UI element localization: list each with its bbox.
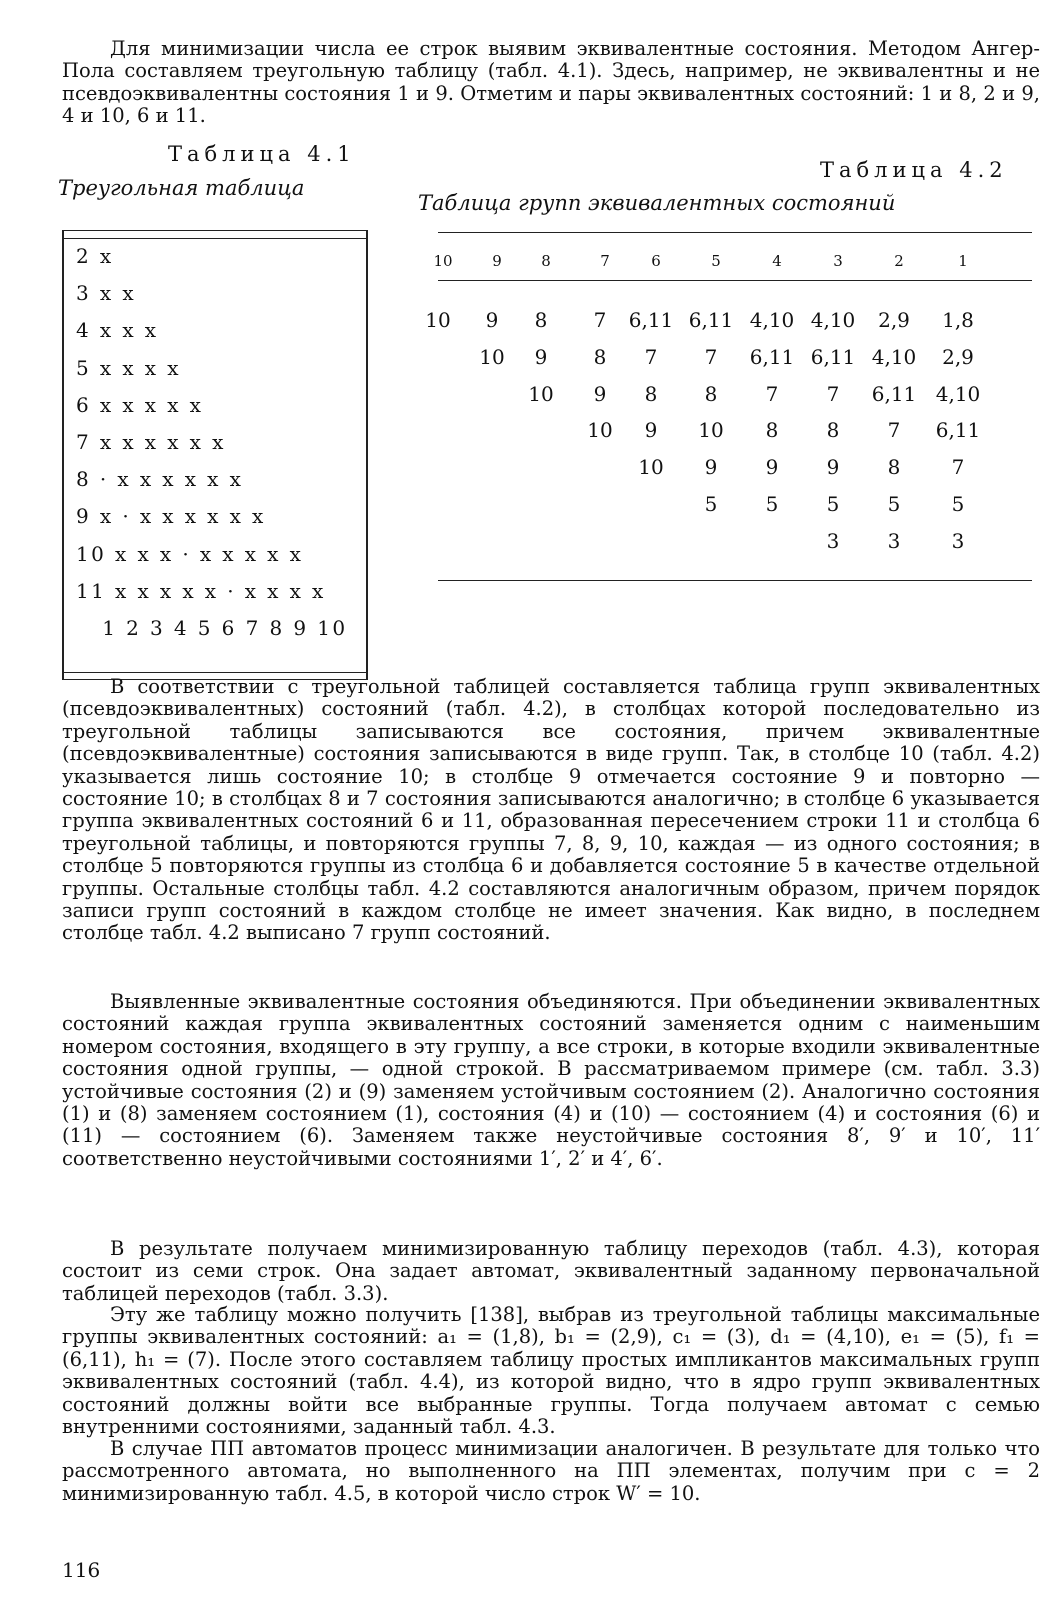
table42-cell: 3 <box>951 528 965 553</box>
table42-cell: 6,11 <box>935 418 981 443</box>
table41-title: Треугольная таблица <box>58 176 305 200</box>
table42-cell: 10 <box>425 308 451 332</box>
table42-header-cell: 8 <box>541 252 551 270</box>
table42-cell: 7 <box>951 455 965 480</box>
table42-cell: 3 <box>826 528 840 553</box>
table42-cell: 5 <box>951 492 965 516</box>
triangular-table-row: 9 x · x x x x x x <box>76 504 266 529</box>
table42-header-cell: 1 <box>958 252 968 270</box>
triangular-table-row: 8 · x x x x x x <box>76 467 244 492</box>
table42-header-cell: 9 <box>492 252 502 270</box>
paragraph-intro: Для минимизации числа ее строк выявим эквивалентные состояния. Методом Ангер-Пола составляем треугольную таблицу (табл. 4.1). Здесь, например, не эквивалентны и не псевдоэквивалентны состояния 1 и 9. Отметим и пары эквивалентных состояний: 1 и 8, 2 и 9, 4 и 10, 6 и 11. <box>62 37 1040 128</box>
table42-cell: 5 <box>887 492 901 516</box>
triangular-table-row: 2 x <box>76 244 114 268</box>
table42-header-cell: 6 <box>651 252 661 270</box>
table42-header-cell: 5 <box>711 252 721 270</box>
table42-header-cell: 2 <box>894 252 904 270</box>
page-number: 116 <box>62 1558 101 1582</box>
table42-cell: 7 <box>765 381 779 406</box>
triangular-table-row: 6 x x x x x <box>76 392 204 417</box>
table42-cell: 1,8 <box>942 308 974 332</box>
table42-cell: 7 <box>826 381 840 406</box>
table42-cell: 9 <box>485 308 499 332</box>
table42-header-cell: 3 <box>833 252 843 270</box>
paragraph-max-groups: Эту же таблицу можно получить [138], выбрав из треугольной таблицы максимальные группы эквивалентных состояний: a₁ = (1,8), b₁ = (2,9), c₁ = (3), d₁ = (4,10), e₁ = (5), f₁ = (6,11), h₁ = (7). После этого составляем таблицу простых импликантов максимальных групп эквивалентных состояний (табл. 4.4), из которой видно, что в ядро групп эквивалентных состояний должны войти все выбранные группы. Тогда получаем автомат с семью внутренними состояниями, заданный табл. 4.3. <box>62 1303 1040 1439</box>
table42-cell: 8 <box>704 381 718 406</box>
table42-cell: 5 <box>704 492 718 516</box>
table42-header-cell: 4 <box>772 252 782 270</box>
table41-caption: Таблица 4.1 <box>168 142 356 166</box>
table42-cell: 9 <box>765 455 779 480</box>
triangular-table <box>62 230 368 680</box>
table42-cell: 4,10 <box>935 381 981 406</box>
table42-cell: 10 <box>587 418 613 443</box>
table42-cell: 8 <box>593 344 607 369</box>
table42-cell: 3 <box>887 528 901 553</box>
table42-bottom-rule <box>438 580 1032 581</box>
triangular-table-row: 11 x x x x x · x x x x <box>76 578 326 603</box>
table42-cell: 7 <box>887 418 901 443</box>
table42-cell: 8 <box>644 381 658 406</box>
table42-cell: 6,11 <box>871 381 917 406</box>
table42-header-rule <box>438 280 1032 281</box>
table42-cell: 9 <box>826 455 840 480</box>
table42-cell: 9 <box>644 418 658 443</box>
triangular-table-row: 5 x x x x <box>76 355 181 380</box>
paragraph-result: В результате получаем минимизированную таблицу переходов (табл. 4.3), которая состоит из семи строк. Она задает автомат, эквивалентный заданному первоначальной таблицей переходов (табл. 3.3). <box>62 1237 1040 1305</box>
triangular-table-row: 7 x x x x x x <box>76 430 226 454</box>
table42-cell: 5 <box>765 492 779 516</box>
triangular-table-row: 10 x x x · x x x x x <box>76 541 304 566</box>
table42-cell: 4,10 <box>871 344 917 369</box>
table42-cell: 6,11 <box>688 308 734 332</box>
table42-cell: 9 <box>534 344 548 369</box>
table42-title: Таблица групп эквивалентных состояний <box>418 191 896 215</box>
table42-cell: 10 <box>479 344 505 369</box>
table42-cell: 2,9 <box>942 344 974 369</box>
table42-cell: 4,10 <box>749 308 795 332</box>
table42-cell: 10 <box>698 418 724 443</box>
triangular-table-row: 3 x x <box>76 281 136 306</box>
table42-cell: 6,11 <box>628 308 674 332</box>
table42-cell: 10 <box>638 455 664 480</box>
table42-cell: 7 <box>644 344 658 369</box>
table42-cell: 8 <box>826 418 840 443</box>
table42-cell: 4,10 <box>810 308 856 332</box>
table42-cell: 6,11 <box>810 344 856 369</box>
table42-cell: 9 <box>593 381 607 406</box>
table42-cell: 6,11 <box>749 344 795 369</box>
table42-header-cell: 7 <box>600 252 610 270</box>
table42-cell: 8 <box>534 308 548 332</box>
table42-cell: 2,9 <box>878 308 910 332</box>
triangular-table-row: 4 x x x <box>76 318 159 343</box>
table42-header-cell: 10 <box>433 252 453 270</box>
paragraph-merge: Выявленные эквивалентные состояния объединяются. При объединении эквивалентных состояний каждая группа эквивалентных состояний заменяется одним с наименьшим номером состояния, входящего в эту группу, а все строки, в которые входили эквивалентные состояния одной группы, — одной строкой. В рассматриваемом примере (см. табл. 3.3) устойчивые состояния (2) и (9) заменяем устойчивым состоянием (2). Аналогично состояния (1) и (8) заменяем состоянием (1), состояния (4) и (10) — состоянием (4) и состояния (6) и (11) — состоянием (6). Заменяем также неустойчивые состояния 8′, 9′ и 10′, 11′ соответственно неустойчивыми состояниями 1′, 2′ и 4′, 6′. <box>62 990 1040 1170</box>
table42-cell: 9 <box>704 455 718 480</box>
table42-caption: Таблица 4.2 <box>820 158 1008 182</box>
table42-cell: 10 <box>528 381 554 406</box>
table42-cell: 8 <box>765 418 779 443</box>
table42-top-rule <box>438 232 1032 233</box>
paragraph-pp: В случае ПП автоматов процесс минимизации аналогичен. В результате для только что рассмотренного автомата, но выполненного на ПП элементах, получим при c = 2 минимизированную табл. 4.5, в которой число строк W′ = 10. <box>62 1437 1040 1505</box>
table42-cell: 5 <box>826 492 840 516</box>
triangular-table-row: 1 2 3 4 5 6 7 8 9 10 <box>76 616 348 640</box>
table42-cell: 7 <box>704 344 718 369</box>
paragraph-groups: В соответствии с треугольной таблицей составляется таблица групп эквивалентных (псевдоэквивалентных) состояний (табл. 4.2), в столбцах которой последовательно из треугольной таблицы записываются все состояния, причем эквивалентные (псевдоэквивалентные) состояния записываются в виде групп. Так, в столбце 10 (табл. 4.2) указывается лишь состояние 10; в столбце 9 отмечается состояние 9 и повторно — состояние 10; в столбцах 8 и 7 состояния записываются аналогично; в столбце 6 указывается группа эквивалентных состояний 6 и 11, образованная пересечением строки 11 и столбца 6 треугольной таблицы, и повторяются группы 7, 8, 9, 10, каждая — из одного состояния; в столбце 5 повторяются группы из столбца 6 и добавляется состояние 5 в качестве отдельной группы. Остальные столбцы табл. 4.2 составляются аналогичным образом, причем порядок записи групп состояний в каждом столбце не имеет значения. Как видно, в последнем столбце табл. 4.2 выписано 7 групп состояний. <box>62 675 1040 945</box>
table42-cell: 8 <box>887 455 901 480</box>
table42-cell: 7 <box>593 308 607 332</box>
